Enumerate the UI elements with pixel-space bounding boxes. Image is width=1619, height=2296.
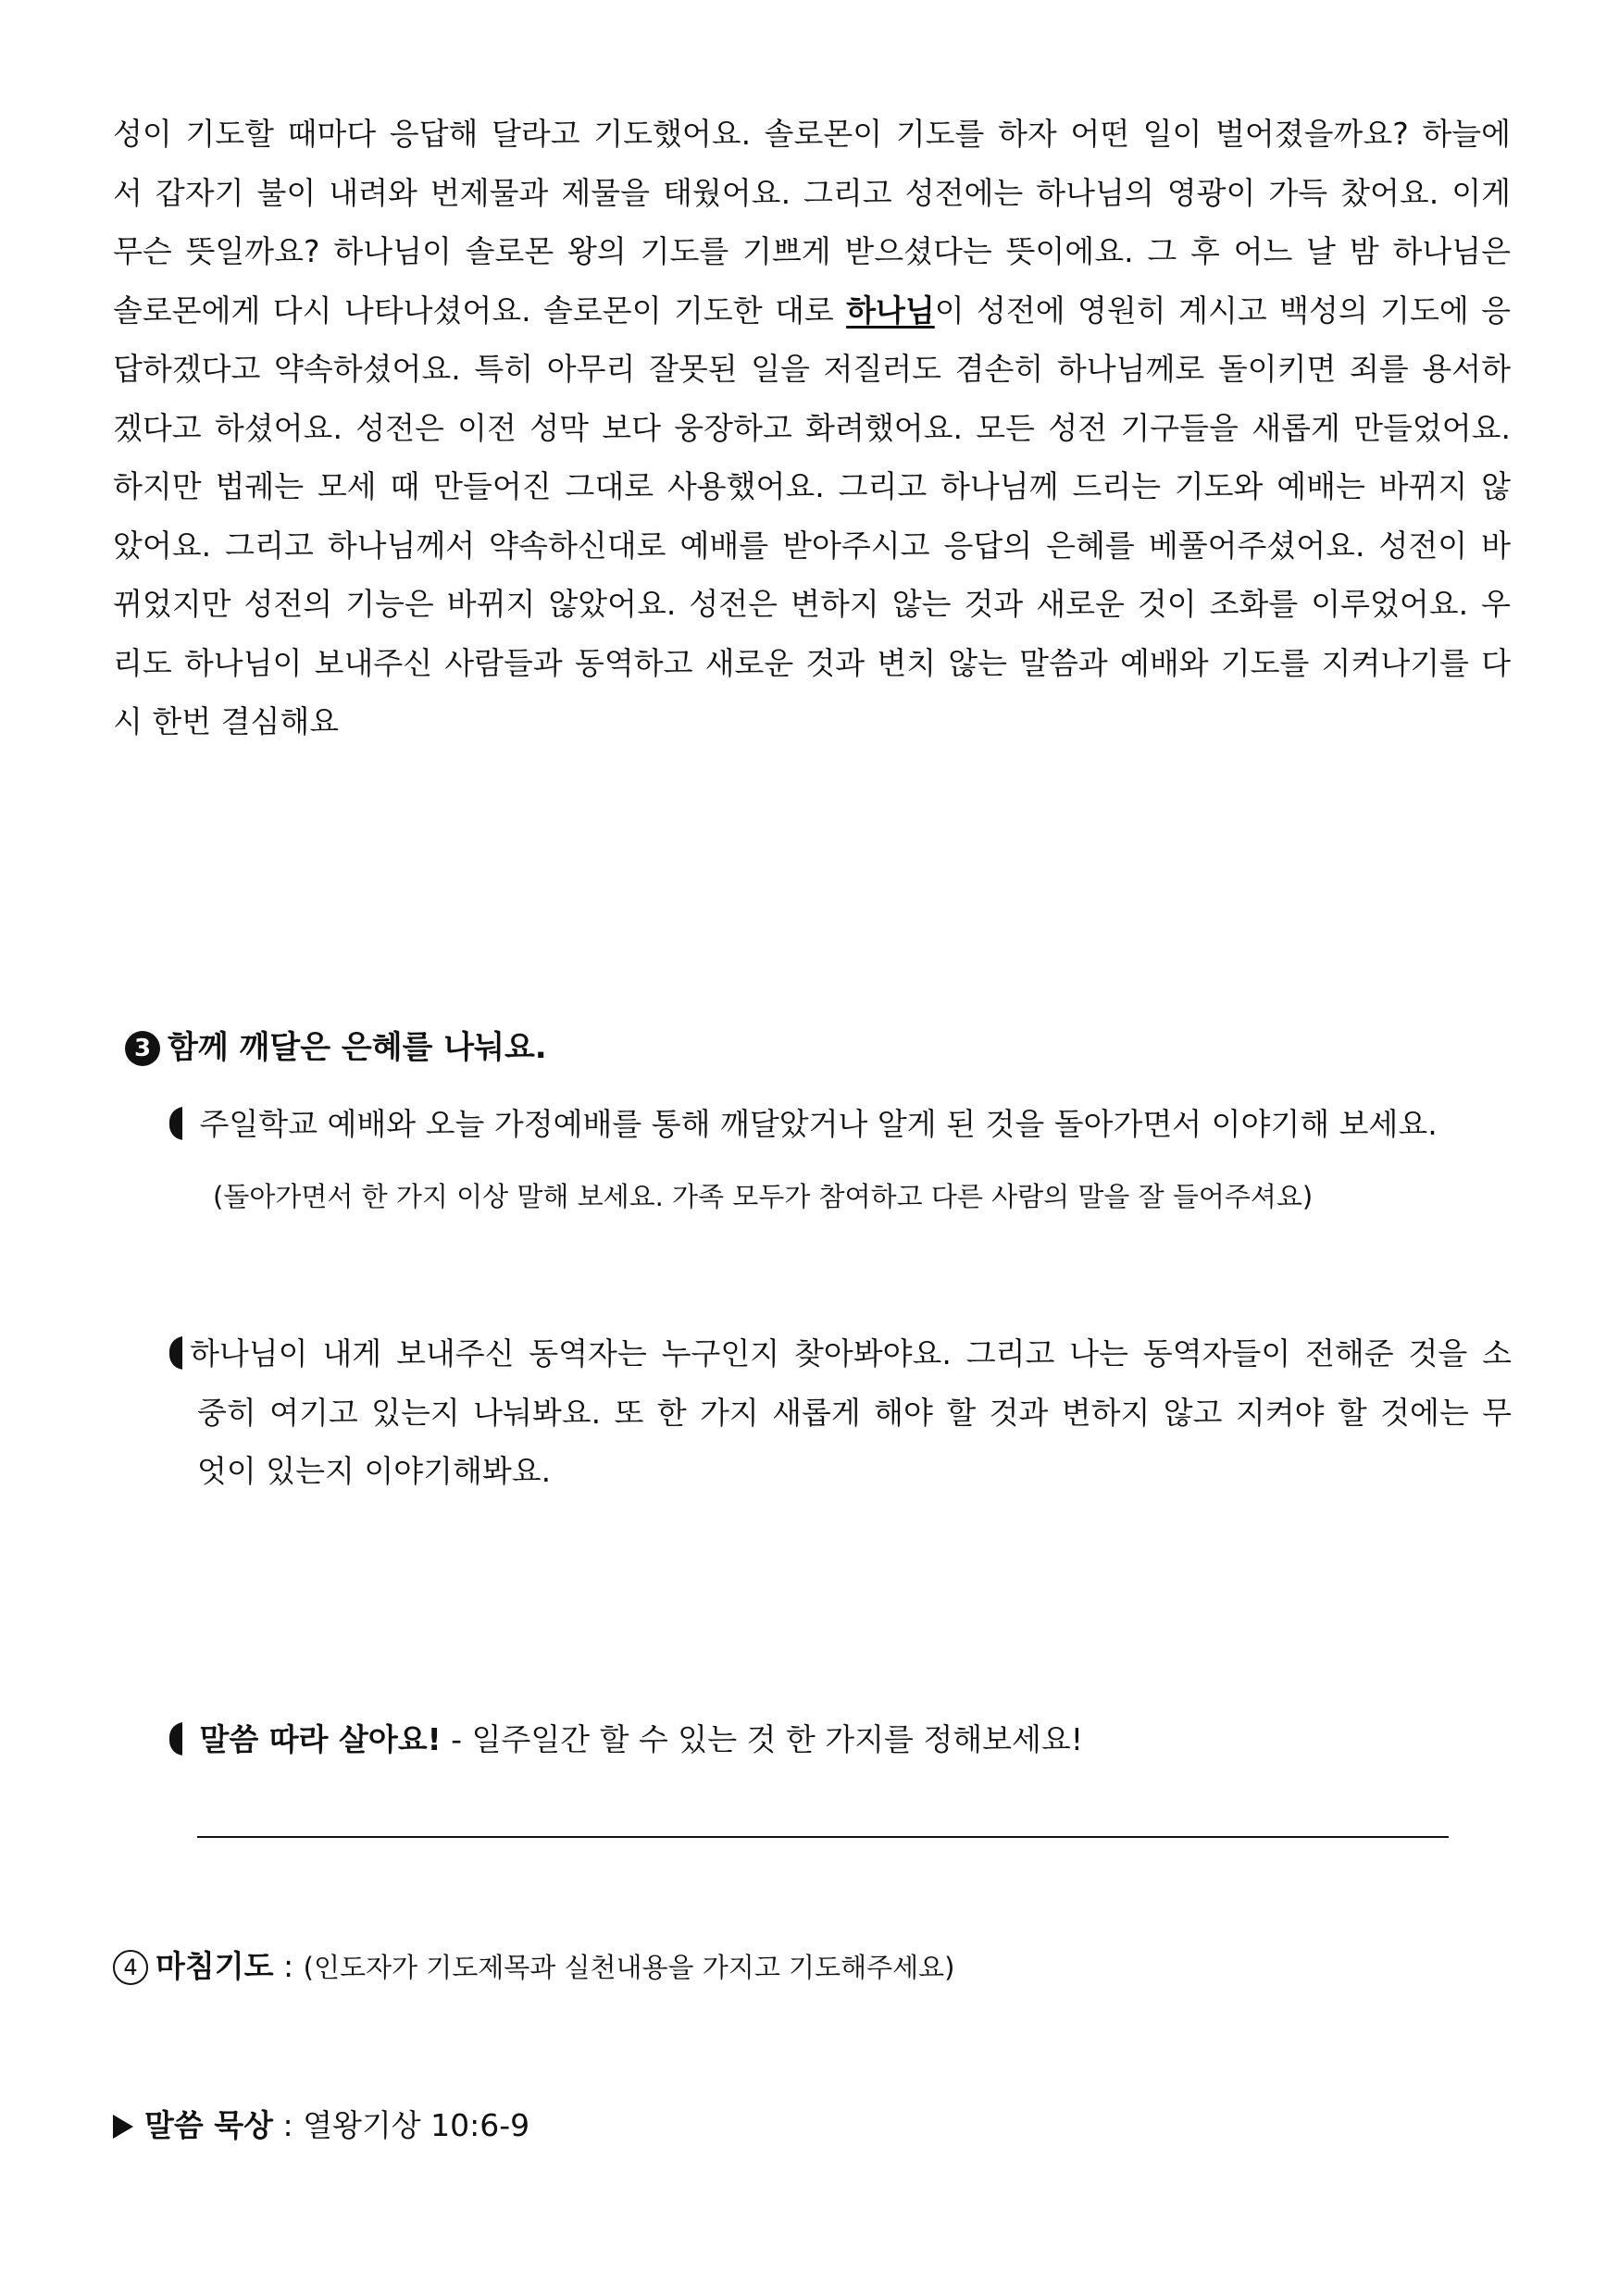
- paragraph-line: 무슨 뜻일까요? 하나님이 솔로몬 왕의 기도를 기쁘게 받으셨다는 뜻이에요. 그 후 어느 날 밤 하나님은: [113, 233, 1511, 269]
- body-paragraph: [113, 105, 1511, 751]
- question-bullet-icon: [169, 1336, 184, 1370]
- paragraph-line: 시 한번 결심해요: [113, 703, 340, 739]
- paragraph-line: 겠다고 하셨어요. 성전은 이전 성막 보다 웅장하고 화려했어요. 모든 성전 기구들을 새롭게 만들었어요.: [113, 409, 1511, 446]
- question-bullet-icon: [169, 1107, 184, 1140]
- paragraph-line: 하지만 법궤는 모세 때 만들어진 그대로 사용했어요. 그리고 하나님께 드리는 기도와 예배는 바뀌지 않: [113, 468, 1511, 504]
- paragraph-line: [113, 281, 1511, 341]
- circled-number-icon: 4: [113, 1950, 148, 1985]
- paragraph-line: 리도 하나님이 보내주신 사람들과 동역하고 새로운 것과 변치 않는 말씀과 예배와 기도를 지켜나기를 다: [113, 644, 1511, 681]
- paragraph-line: 성이 기도할 때마다 응답해 달라고 기도했어요. 솔로몬이 기도를 하자 어떤 일이 벌어졌을까요? 하늘에: [113, 116, 1511, 152]
- section-number-badge: 3: [125, 1031, 160, 1066]
- question-3-text: - 일주일간 할 수 있는 것 한 가지를 정해보세요!: [441, 1721, 1084, 1757]
- question-2-line: 엇이 있는지 이야기해봐요.: [197, 1453, 552, 1489]
- question-bullet-icon: [169, 1722, 184, 1756]
- question-1: [169, 1101, 1438, 1148]
- scripture-meditation: [113, 2103, 529, 2149]
- closing-prayer: [113, 1943, 954, 1991]
- answer-blank-line[interactable]: [197, 1836, 1449, 1838]
- paragraph-line: 서 갑자기 불이 내려와 번제물과 제물을 태웠어요. 그리고 성전에는 하나님의 영광이 가득 찼어요. 이게: [113, 174, 1511, 211]
- question-1-note: (돌아가면서 한 가지 이상 말해 보세요. 가족 모두가 참여하고 다른 사람의 말을 잘 들어주셔요): [213, 1181, 1314, 1212]
- question-2-line-text: 하나님이 내게 보내주신 동역자는 누구인지 찾아봐야요. 그리고 나는 동역자들이 전해준 것을 소: [190, 1335, 1512, 1371]
- triangle-bullet-icon: [113, 2115, 133, 2139]
- question-2-line: 중히 여기고 있는지 나눠봐요. 또 한 가지 새롭게 해야 할 것과 변하지 않고 지켜야 할 것에는 무: [197, 1394, 1512, 1431]
- meditation-reference: 열왕기상 10:6-9: [303, 2107, 530, 2143]
- underlined-word: 하나님: [846, 292, 935, 329]
- meditation-label: 말씀 묵상: [144, 2107, 274, 2143]
- closing-prayer-separator: :: [273, 1948, 304, 1984]
- question-2-line: [169, 1324, 1512, 1384]
- paragraph-fragment: 이 성전에 영원히 계시고 백성의 기도에 응: [934, 292, 1511, 329]
- section-title: 함께 깨달은 은혜를 나눠요.: [168, 1029, 547, 1066]
- paragraph-line: 답하겠다고 약속하셨어요. 특히 아무리 잘못된 일을 저질러도 겸손히 하나님께로 돌이키면 죄를 용서하: [113, 351, 1511, 387]
- paragraph-line: 뀌었지만 성전의 기능은 바뀌지 않았어요. 성전은 변하지 않는 것과 새로운 것이 조화를 이루었어요. 우: [113, 586, 1511, 622]
- meditation-separator: :: [273, 2107, 304, 2143]
- question-3: [169, 1717, 1083, 1763]
- closing-prayer-label: 마침기도: [156, 1948, 274, 1984]
- paragraph-line: 았어요. 그리고 하나님께서 약속하신대로 예배를 받아주시고 응답의 은혜를 베풀어주셨어요. 성전이 바: [113, 527, 1511, 564]
- paragraph-fragment: 솔로몬에게 다시 나타나셨어요. 솔로몬이 기도한 대로: [113, 292, 847, 329]
- section-heading: [125, 1025, 547, 1070]
- question-2: [169, 1324, 1512, 1501]
- question-3-title: 말씀 따라 살아요!: [199, 1721, 442, 1757]
- closing-prayer-note: (인도자가 기도제목과 실천내용을 가지고 기도해주세요): [303, 1952, 955, 1983]
- question-1-text: 주일학교 예배와 오늘 가정예배를 통해 깨달았거나 알게 된 것을 돌아가면서 이야기해 보세요.: [199, 1106, 1438, 1142]
